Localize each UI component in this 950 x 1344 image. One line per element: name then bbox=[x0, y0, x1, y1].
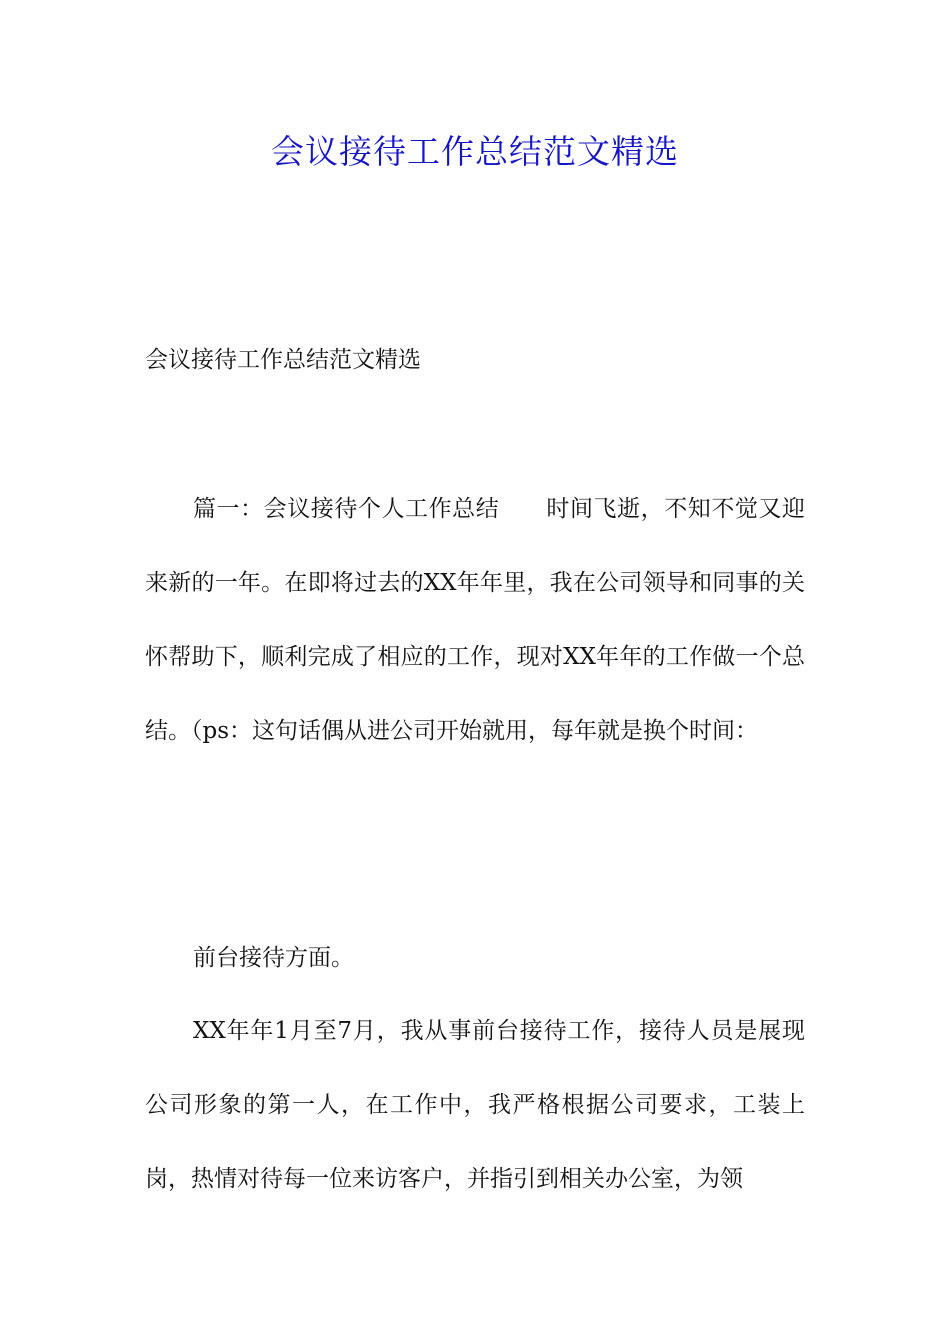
document-subtitle: 会议接待工作总结范文精选 bbox=[145, 347, 421, 373]
paragraph-section-heading: 前台接待方面。 bbox=[193, 945, 354, 971]
paragraph-intro: 篇一：会议接待个人工作总结 时间飞逝，不知不觉又迎来新的一年。在即将过去的XX年年里，我在公司领导和同事的关怀帮助下，顺利完成了相应的工作，现对XX年年的工作做一个总结。（ps：这句话偶从进公司开始就用，每年就是换个时间： bbox=[145, 496, 805, 744]
document-title: 会议接待工作总结范文精选 bbox=[271, 132, 679, 171]
paragraph-reception: XX年年1月至7月，我从事前台接待工作，接待人员是展现公司形象的第一人，在工作中，我严格根据公司要求，工装上岗，热情对待每一位来访客户，并指引到相关办公室，为领 bbox=[145, 1018, 805, 1192]
